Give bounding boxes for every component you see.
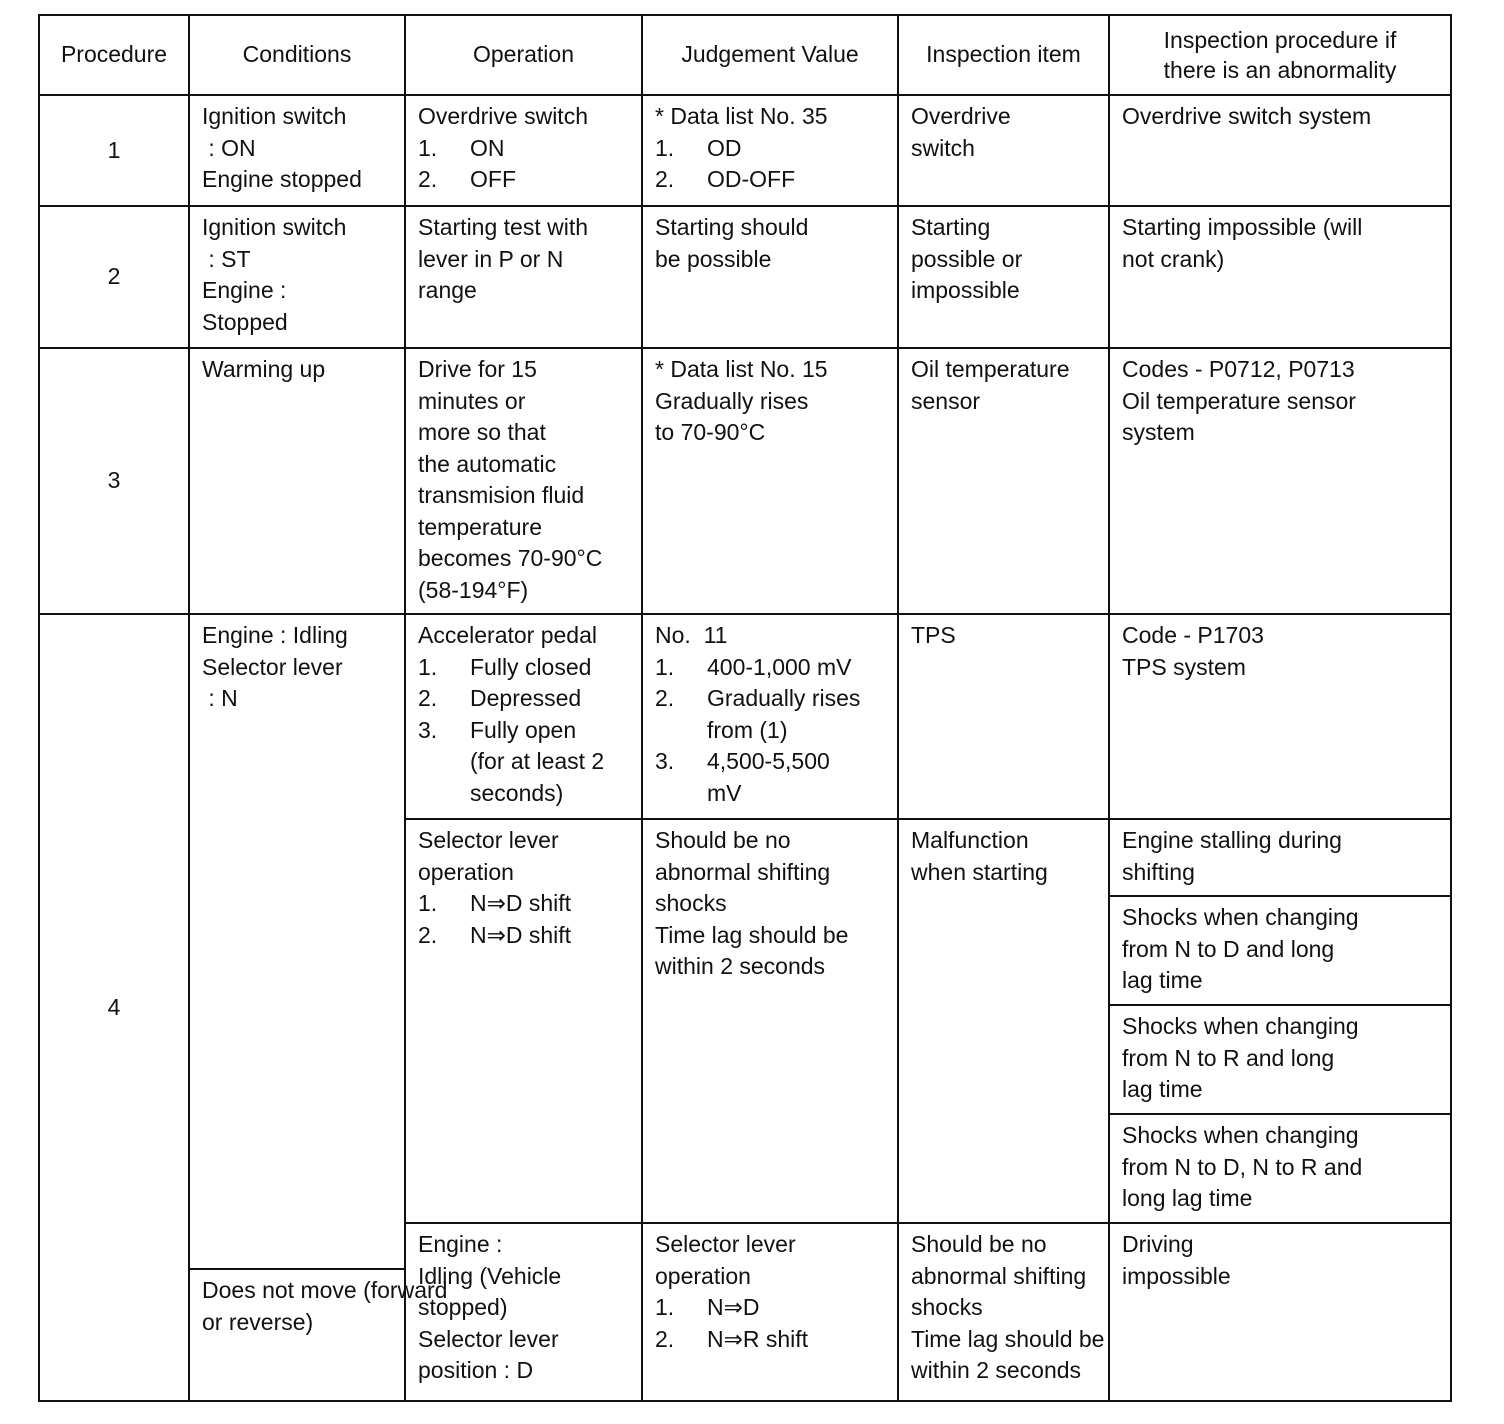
conditions-cell: Engine : Idling Selector lever : N [189, 614, 405, 1269]
abnormality-cell: Shocks when changing from N to D and long lag time [1109, 896, 1451, 1005]
abnormality-cell: Overdrive switch system [1109, 95, 1451, 206]
header-procedure: Procedure [39, 15, 189, 95]
judgement-cell: * Data list No. 15 Gradually rises to 70-90°C [642, 348, 898, 614]
abnormality-cell: Code - P1703 TPS system [1109, 614, 1451, 819]
operation-cell: Selector lever operation 1. N⇒D shift 2. N⇒D shift [405, 819, 642, 1223]
operation-cell: Accelerator pedal 1. Fully closed 2. Depressed 3. Fully open (for at least 2 seconds) [405, 614, 642, 819]
inspection-item-cell: Starting possible or impossible [898, 206, 1109, 348]
operation-cell: Overdrive switch 1. ON 2. OFF [405, 95, 642, 206]
procedure-number: 1 [39, 95, 189, 206]
header-conditions: Conditions [189, 15, 405, 95]
inspection-item-cell: Oil temperature sensor [898, 348, 1109, 614]
inspection-item-cell: Overdrive switch [898, 95, 1109, 206]
header-operation: Operation [405, 15, 642, 95]
procedure-number: 4 [39, 614, 189, 1401]
inspection-table [38, 14, 1452, 1402]
inspection-item-cell: Driving impossible [1109, 1223, 1451, 1401]
table-row-3 [39, 348, 1451, 614]
abnormality-cell: Codes - P0712, P0713 Oil temperature sensor system [1109, 348, 1451, 614]
abnormality-cell: Shocks when changing from N to D, N to R and long lag time [1109, 1114, 1451, 1223]
conditions-cell: Warming up [189, 348, 405, 614]
header-inspection-item: Inspection item [898, 15, 1109, 95]
header-abnormality-procedure: Inspection procedure if there is an abnormality [1109, 15, 1451, 95]
judgement-cell: * Data list No. 35 1. OD 2. OD-OFF [642, 95, 898, 206]
table-row-1 [39, 95, 1451, 206]
judgement-cell: No. 11 1. 400-1,000 mV 2. Gradually rises from (1) 3. 4,500-5,500 mV [642, 614, 898, 819]
header-row [39, 15, 1451, 95]
procedure-number: 2 [39, 206, 189, 348]
judgement-cell: Should be no abnormal shifting shocks Time lag should be within 2 seconds [642, 819, 898, 1223]
judgement-cell: Should be no abnormal shifting shocks Time lag should be within 2 seconds [898, 1223, 1109, 1401]
abnormality-cell: Shocks when changing from N to R and long lag time [1109, 1005, 1451, 1114]
operation-cell: Starting test with lever in P or N range [405, 206, 642, 348]
header-judgement-value: Judgement Value [642, 15, 898, 95]
conditions-cell: Ignition switch : ON Engine stopped [189, 95, 405, 206]
inspection-item-cell: Malfunction when starting [898, 819, 1109, 1223]
table-row-4a [39, 614, 1451, 819]
abnormality-cell: Starting impossible (will not crank) [1109, 206, 1451, 348]
operation-cell: Selector lever operation 1. N⇒D 2. N⇒R shift [642, 1223, 898, 1401]
table-row-2 [39, 206, 1451, 348]
conditions-cell: Engine : Idling (Vehicle stopped) Selector lever position : D [405, 1223, 642, 1401]
conditions-cell: Ignition switch : ST Engine : Stopped [189, 206, 405, 348]
abnormality-cell: Does not move (forward or reverse) [189, 1269, 405, 1401]
procedure-number: 3 [39, 348, 189, 614]
abnormality-cell: Engine stalling during shifting [1109, 819, 1451, 896]
judgement-cell: Starting should be possible [642, 206, 898, 348]
operation-cell: Drive for 15 minutes or more so that the automatic transmision fluid temperature becomes 70-90°C (58-194°F) [405, 348, 642, 614]
inspection-item-cell: TPS [898, 614, 1109, 819]
